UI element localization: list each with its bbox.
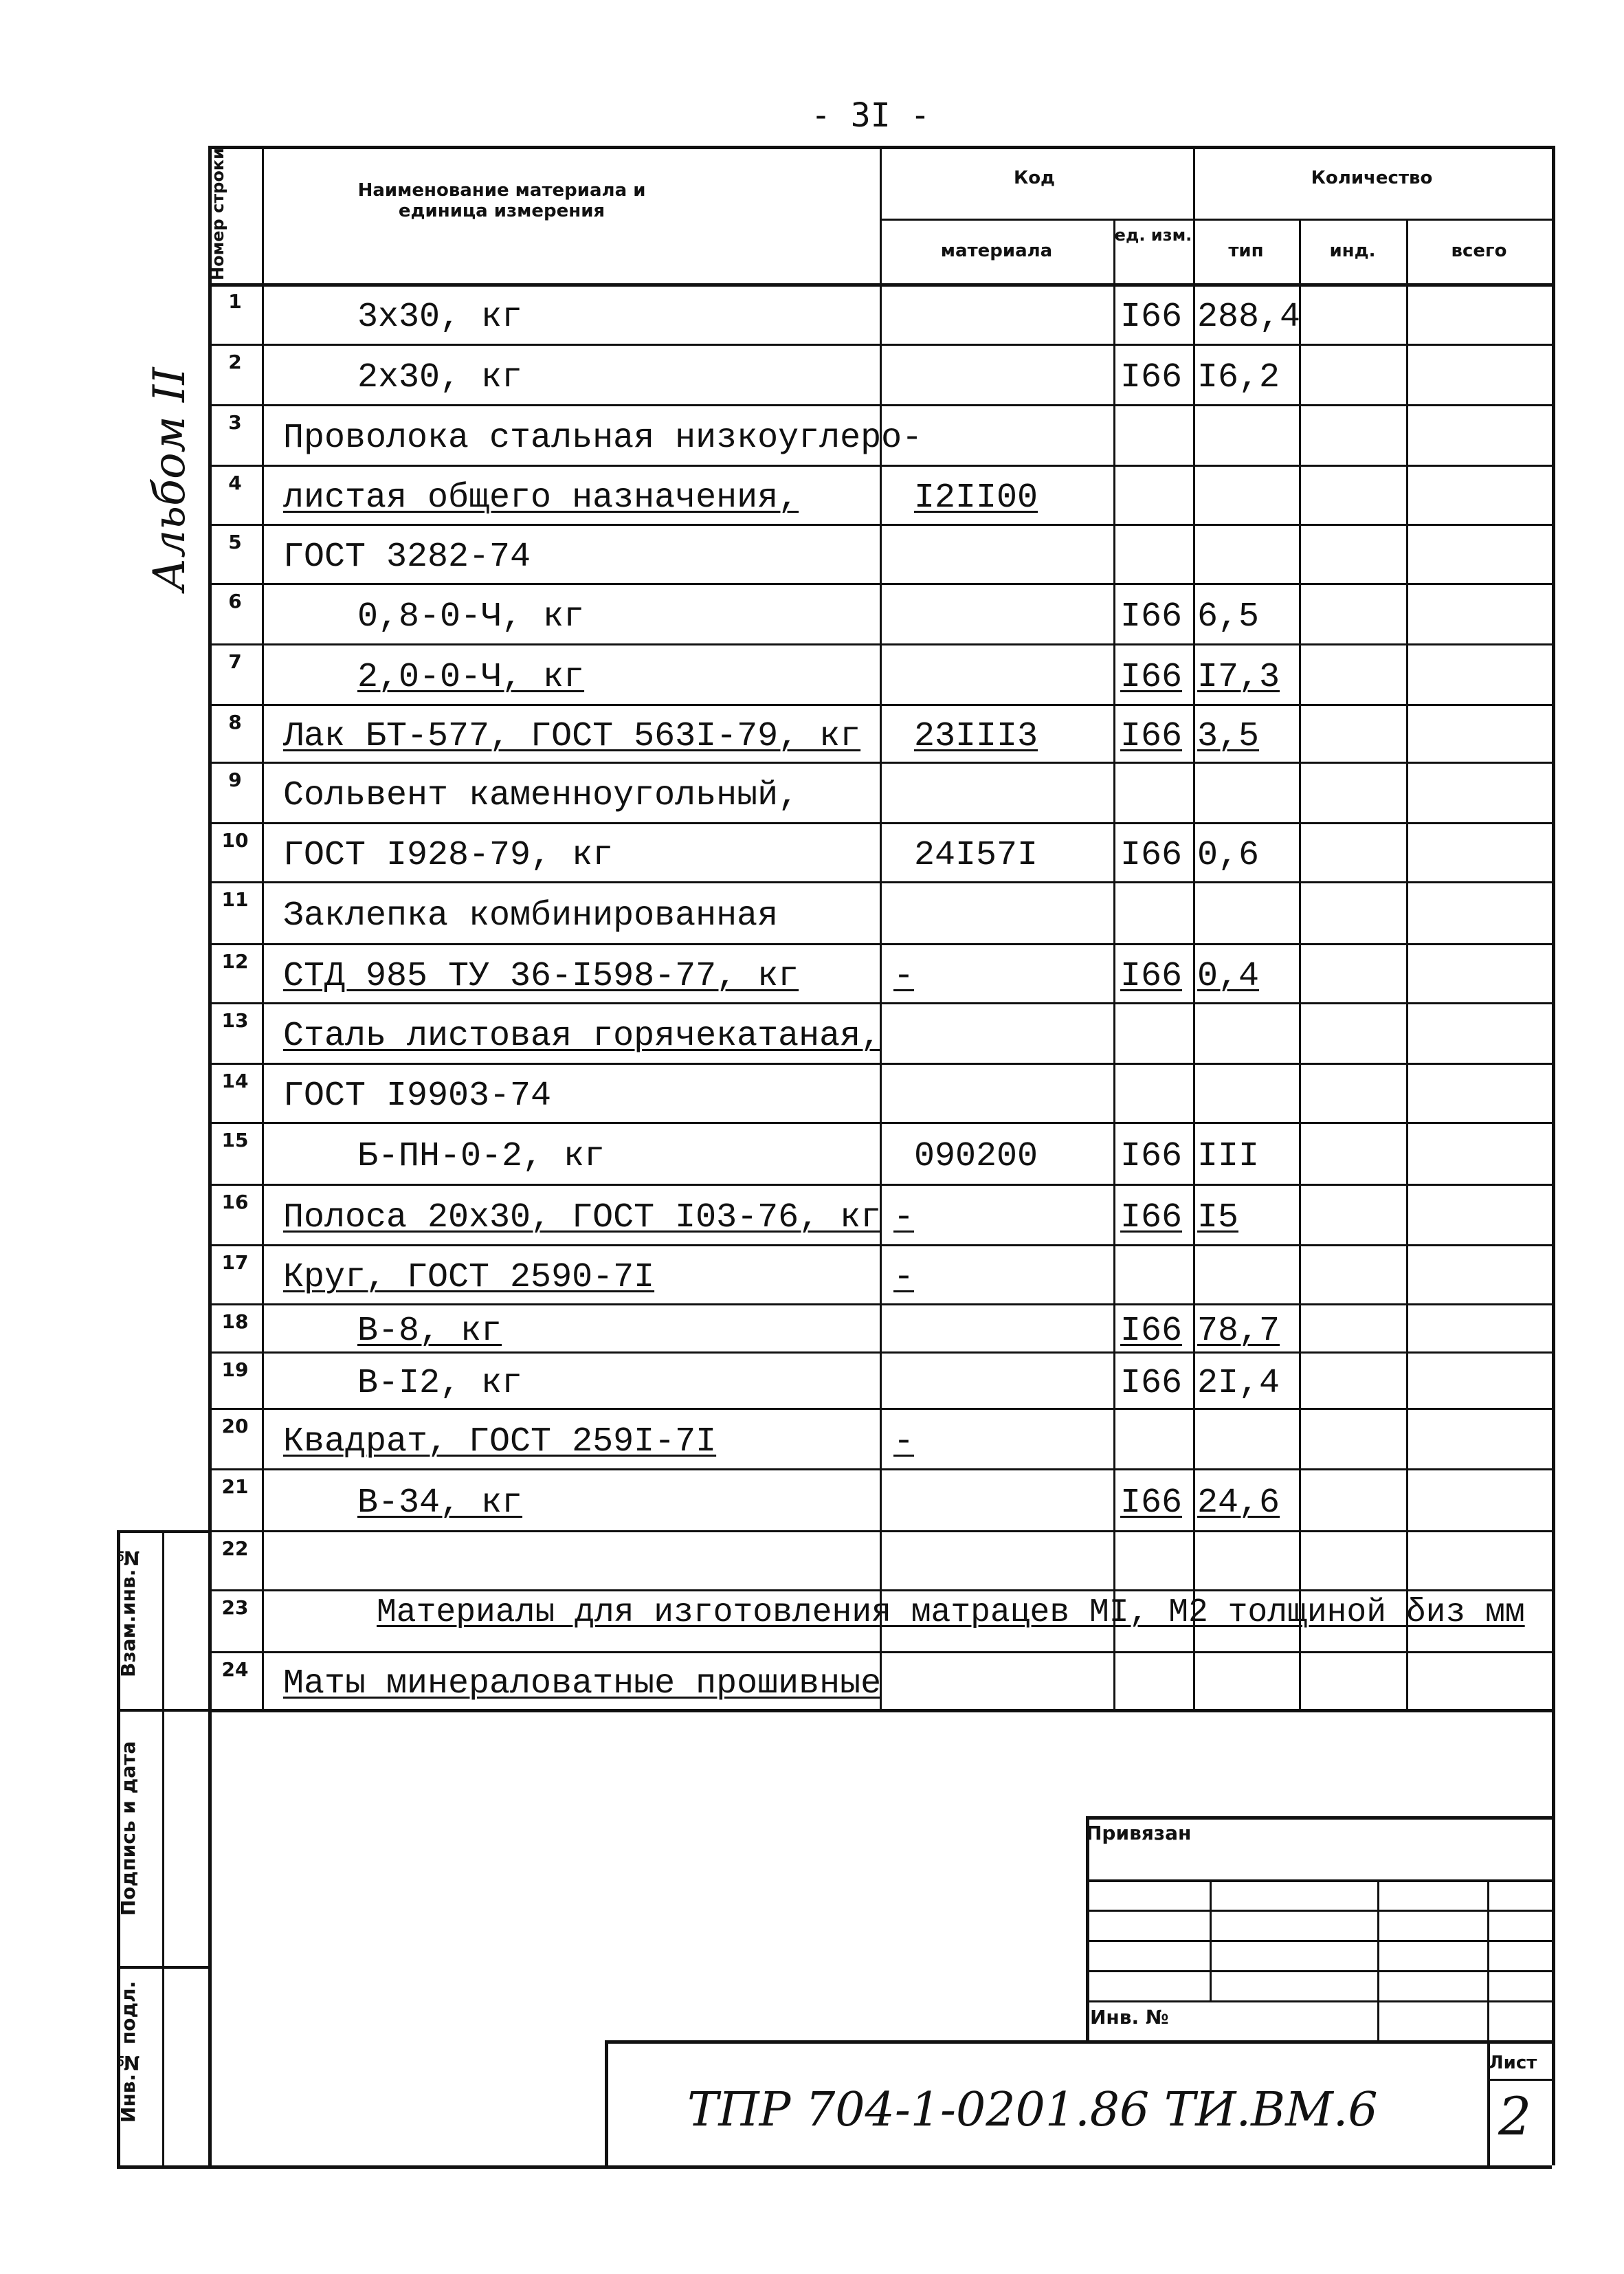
unit-code: I66	[1120, 597, 1183, 637]
row-number: 10	[221, 829, 249, 852]
material-name: ГОСТ 3282-74	[283, 538, 531, 577]
material-name: 2,0-0-Ч, кг	[357, 658, 585, 697]
qty-type: 3,5	[1197, 717, 1260, 756]
material-code: -	[893, 957, 915, 996]
material-name: В-I2, кг	[357, 1364, 523, 1403]
material-code: -	[893, 1198, 915, 1237]
material-code: 24I57I	[914, 836, 1038, 875]
material-code: 23III3	[914, 717, 1038, 756]
unit-code: I66	[1120, 298, 1183, 337]
material-name: 3x30, кг	[357, 298, 523, 337]
header-code-material: материала	[940, 241, 1053, 261]
qty-type: 6,5	[1197, 597, 1260, 637]
stamp-inv-no: Инв. №	[1090, 2006, 1169, 2029]
material-code: 090200	[914, 1137, 1038, 1176]
side-stamp-inv: Инв.№ подл.	[117, 1980, 140, 2123]
qty-type: 0,4	[1197, 957, 1260, 996]
stamp-sheet-number: 2	[1498, 2086, 1532, 2147]
header-code: Код	[1013, 168, 1056, 188]
qty-type: I7,3	[1197, 658, 1280, 697]
material-name: В-34, кг	[357, 1483, 523, 1523]
qty-type: 2I,4	[1197, 1364, 1280, 1403]
row-number: 23	[221, 1596, 249, 1619]
row-number: 7	[228, 650, 242, 673]
material-name: Б-ПН-0-2, кг	[357, 1137, 605, 1176]
material-name: СТД 985 ТУ 36-I598-77, кг	[283, 957, 799, 996]
material-name: Сталь листовая горячекатаная,	[283, 1017, 882, 1056]
material-name: Полоса 20x30, ГОСТ I03-76, кг	[283, 1198, 882, 1237]
row-number: 11	[221, 888, 249, 911]
row-number: 4	[228, 472, 242, 494]
unit-code: I66	[1120, 717, 1183, 756]
row-number: 13	[221, 1009, 249, 1032]
material-name: листая общего назначения,	[283, 478, 799, 518]
material-name: Маты минераловатные прошивные	[283, 1664, 882, 1703]
row-number: 1	[228, 290, 242, 313]
material-code: -	[893, 1422, 915, 1461]
stamp-privyazan: Привязан	[1086, 1822, 1192, 1844]
header-quantity: Количество	[1311, 168, 1433, 188]
material-name: Сольвент каменноугольный,	[283, 776, 799, 815]
header-row-number: Номер строки	[208, 148, 227, 281]
side-stamp-podpis: Подпись и дата	[117, 1741, 140, 1917]
row-number: 16	[221, 1191, 249, 1213]
material-name: Круг, ГОСТ 2590-7I	[283, 1258, 655, 1297]
side-stamp-vzam: Взам.инв.№	[117, 1546, 140, 1678]
material-code: -	[893, 1258, 915, 1297]
row-number: 22	[221, 1537, 249, 1560]
row-number: 3	[228, 411, 242, 434]
row-number: 15	[221, 1129, 249, 1151]
qty-type: 24,6	[1197, 1483, 1280, 1523]
material-name: ГОСТ I928-79, кг	[283, 836, 614, 875]
header-material-name: Наименование материала и единица измерения	[357, 180, 646, 221]
row-number: 19	[221, 1358, 249, 1381]
material-name: Проволока стальная низкоуглеро-	[283, 419, 923, 458]
page-number: - 3I -	[811, 96, 931, 135]
row-number: 12	[221, 950, 249, 973]
material-name: Заклепка комбинированная	[283, 896, 779, 936]
material-name: Квадрат, ГОСТ 259I-7I	[283, 1422, 717, 1461]
row-number: 20	[221, 1415, 249, 1437]
qty-type: I6,2	[1197, 358, 1280, 397]
album-margin-note: Альбом II	[144, 367, 195, 591]
stamp-sheet-label: Лист	[1489, 2053, 1537, 2073]
unit-code: I66	[1120, 957, 1183, 996]
stamp-designation: ТПР 704-1-0201.86 ТИ.ВМ.6	[687, 2083, 1378, 2137]
header-qty-total: всего	[1451, 241, 1507, 261]
qty-type: I5	[1197, 1198, 1239, 1237]
unit-code: I66	[1120, 1364, 1183, 1403]
unit-code: I66	[1120, 658, 1183, 697]
material-code: I2II00	[914, 478, 1038, 518]
unit-code: I66	[1120, 836, 1183, 875]
qty-type: III	[1197, 1137, 1260, 1176]
row-number: 21	[221, 1475, 249, 1498]
unit-code: I66	[1120, 1312, 1183, 1351]
unit-code: I66	[1120, 358, 1183, 397]
row-number: 8	[228, 711, 242, 733]
row-number: 2	[228, 351, 242, 373]
material-name: В-8, кг	[357, 1312, 502, 1351]
row-number: 24	[221, 1658, 249, 1681]
header-code-unit: ед. изм.	[1114, 225, 1192, 245]
unit-code: I66	[1120, 1198, 1183, 1237]
row-number: 5	[228, 531, 242, 553]
qty-type: 78,7	[1197, 1312, 1280, 1351]
row-number: 9	[228, 769, 242, 791]
row23-spanning-text: Материалы для изготовления матрацев МI, М2 толщиной δиз мм	[377, 1594, 1525, 1631]
material-name: ГОСТ I9903-74	[283, 1077, 552, 1116]
unit-code: I66	[1120, 1137, 1183, 1176]
material-name: 2x30, кг	[357, 358, 523, 397]
row-number: 14	[221, 1070, 249, 1092]
row-number: 17	[221, 1251, 249, 1274]
material-name: 0,8-0-Ч, кг	[357, 597, 585, 637]
material-name: Лак БТ-577, ГОСТ 563I-79, кг	[283, 717, 861, 756]
row-number: 6	[228, 590, 242, 612]
qty-type: 288,4	[1197, 298, 1301, 337]
qty-type: 0,6	[1197, 836, 1260, 875]
header-qty-type: тип	[1228, 241, 1264, 261]
unit-code: I66	[1120, 1483, 1183, 1523]
header-qty-ind: инд.	[1329, 241, 1376, 261]
row-number: 18	[221, 1310, 249, 1333]
